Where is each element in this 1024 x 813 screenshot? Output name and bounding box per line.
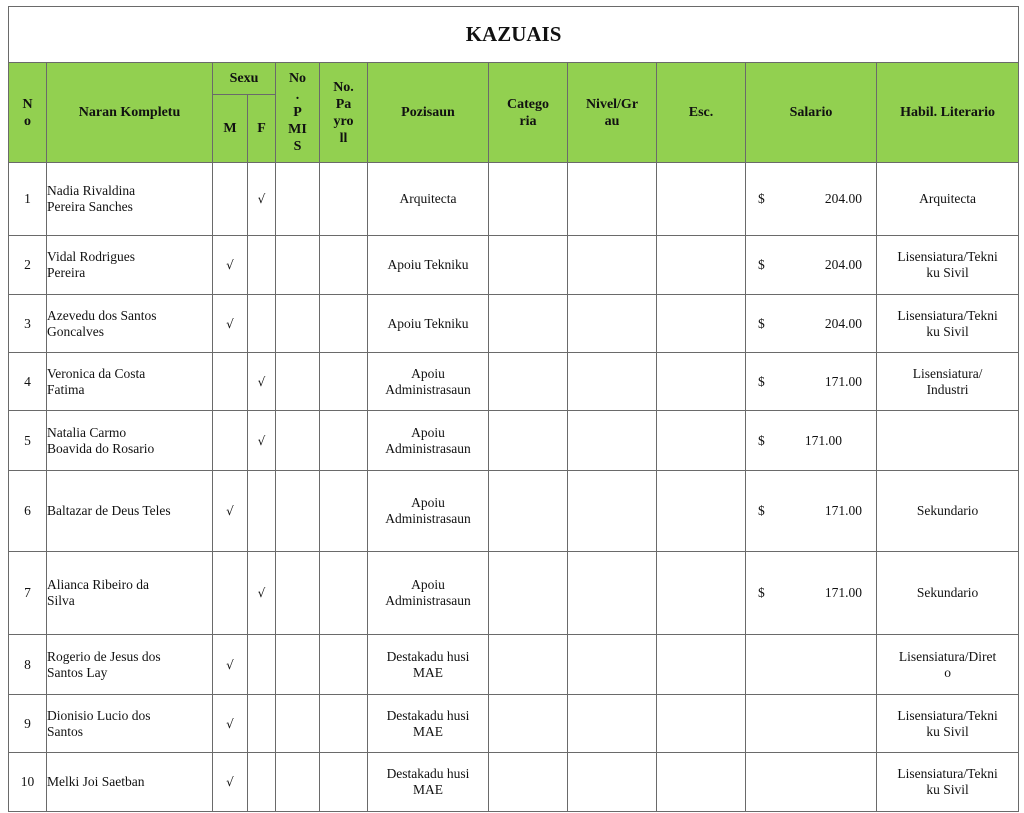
row-sexu-f (248, 635, 276, 695)
row-esc (657, 236, 746, 295)
header-salario: Salario (746, 63, 877, 163)
table-row (9, 163, 1019, 236)
row-no: 5 (9, 411, 47, 471)
row-no-payroll (320, 695, 368, 753)
row-categoria (489, 552, 568, 635)
row-sexu-f (248, 236, 276, 295)
row-habil-literario: Lisensiatura/ Industri (877, 353, 1019, 411)
header-no-payroll: No. Pa yro ll (320, 63, 368, 163)
kazuais-table (8, 6, 1019, 812)
row-categoria (489, 236, 568, 295)
row-esc (657, 695, 746, 753)
row-pozisaun: Destakadu husi MAE (368, 635, 489, 695)
table-title: KAZUAIS (9, 7, 1019, 63)
row-nivel (568, 635, 657, 695)
header-no: N o (9, 63, 47, 163)
row-no-payroll (320, 635, 368, 695)
header-pozisaun: Pozisaun (368, 63, 489, 163)
row-sexu-m: √ (213, 695, 248, 753)
table-row (9, 236, 1019, 295)
row-nivel (568, 163, 657, 236)
currency-symbol: $ (758, 191, 765, 206)
header-no-pmis: No . P MI S (276, 63, 320, 163)
row-no-pmis (276, 295, 320, 353)
row-categoria (489, 753, 568, 812)
row-categoria (489, 411, 568, 471)
row-sexu-f: √ (248, 411, 276, 471)
row-salario (746, 411, 877, 471)
row-habil-literario: Sekundario (877, 471, 1019, 552)
row-naran: Rogerio de Jesus dos Santos Lay (47, 635, 213, 695)
currency-symbol: $ (758, 373, 765, 389)
row-sexu-m: √ (213, 471, 248, 552)
row-categoria (489, 635, 568, 695)
row-sexu-f: √ (248, 552, 276, 635)
row-no: 4 (9, 353, 47, 411)
row-nivel (568, 353, 657, 411)
row-pozisaun: Destakadu husi MAE (368, 695, 489, 753)
table-row (9, 295, 1019, 353)
row-pozisaun: Arquitecta (368, 163, 489, 236)
row-categoria (489, 295, 568, 353)
header-sexu-f: F (248, 95, 276, 163)
row-no-payroll (320, 236, 368, 295)
row-naran: Veronica da Costa Fatima (47, 353, 213, 411)
row-no-payroll (320, 753, 368, 812)
row-sexu-m (213, 411, 248, 471)
row-habil-literario: Sekundario (877, 552, 1019, 635)
currency-symbol: $ (758, 585, 765, 600)
salary-amount: 204.00 (824, 315, 862, 331)
row-no-payroll (320, 295, 368, 353)
row-esc (657, 163, 746, 236)
row-sexu-m (213, 353, 248, 411)
row-esc (657, 635, 746, 695)
row-salario (746, 236, 877, 295)
row-naran: Dionisio Lucio dos Santos (47, 695, 213, 753)
row-no-payroll (320, 471, 368, 552)
row-no-payroll (320, 353, 368, 411)
row-habil-literario (877, 411, 1019, 471)
row-nivel (568, 411, 657, 471)
salary-amount: 204.00 (824, 257, 862, 272)
currency-symbol: $ (758, 503, 765, 518)
currency-symbol: $ (758, 432, 765, 448)
row-sexu-f (248, 295, 276, 353)
row-pozisaun: Apoiu Administrasaun (368, 411, 489, 471)
row-sexu-m: √ (213, 236, 248, 295)
table-row (9, 753, 1019, 812)
row-salario (746, 295, 877, 353)
row-pozisaun: Apoiu Administrasaun (368, 552, 489, 635)
row-habil-literario: Lisensiatura/Tekni ku Sivil (877, 695, 1019, 753)
header-nivel-grau: Nivel/Gr au (568, 63, 657, 163)
row-categoria (489, 695, 568, 753)
header-esc: Esc. (657, 63, 746, 163)
row-sexu-m: √ (213, 635, 248, 695)
row-naran: Natalia Carmo Boavida do Rosario (47, 411, 213, 471)
row-no-pmis (276, 471, 320, 552)
row-pozisaun: Apoiu Tekniku (368, 295, 489, 353)
row-esc (657, 552, 746, 635)
row-esc (657, 411, 746, 471)
currency-symbol: $ (758, 257, 765, 272)
header-sexu-m: M (213, 95, 248, 163)
header-naran-kompletu: Naran Kompletu (47, 63, 213, 163)
row-habil-literario: Lisensiatura/Tekni ku Sivil (877, 295, 1019, 353)
row-naran: Azevedu dos Santos Goncalves (47, 295, 213, 353)
header-categoria: Catego ria (489, 63, 568, 163)
row-naran: Baltazar de Deus Teles (47, 471, 213, 552)
row-no: 10 (9, 753, 47, 812)
row-salario (746, 471, 877, 552)
row-sexu-m: √ (213, 295, 248, 353)
row-pozisaun: Destakadu husi MAE (368, 753, 489, 812)
row-no-pmis (276, 163, 320, 236)
row-no-pmis (276, 635, 320, 695)
row-no: 2 (9, 236, 47, 295)
salary-amount: 204.00 (824, 191, 862, 206)
row-esc (657, 471, 746, 552)
row-nivel (568, 471, 657, 552)
row-habil-literario: Lisensiatura/Diret o (877, 635, 1019, 695)
row-no: 8 (9, 635, 47, 695)
row-no-payroll (320, 411, 368, 471)
row-no-pmis (276, 552, 320, 635)
row-habil-literario: Lisensiatura/Tekni ku Sivil (877, 753, 1019, 812)
row-salario (746, 753, 877, 812)
salary-amount: 171.00 (804, 432, 842, 448)
row-no-pmis (276, 236, 320, 295)
row-no-pmis (276, 411, 320, 471)
row-no-pmis (276, 753, 320, 812)
row-sexu-f (248, 471, 276, 552)
row-sexu-m (213, 163, 248, 236)
currency-symbol: $ (758, 315, 765, 331)
row-habil-literario: Arquitecta (877, 163, 1019, 236)
row-nivel (568, 695, 657, 753)
row-sexu-f (248, 753, 276, 812)
row-habil-literario: Lisensiatura/Tekni ku Sivil (877, 236, 1019, 295)
row-pozisaun: Apoiu Administrasaun (368, 353, 489, 411)
row-nivel (568, 236, 657, 295)
row-categoria (489, 353, 568, 411)
row-salario (746, 695, 877, 753)
row-no: 6 (9, 471, 47, 552)
table-row (9, 552, 1019, 635)
row-esc (657, 295, 746, 353)
row-no: 3 (9, 295, 47, 353)
row-pozisaun: Apoiu Administrasaun (368, 471, 489, 552)
table-row (9, 695, 1019, 753)
row-pozisaun: Apoiu Tekniku (368, 236, 489, 295)
row-nivel (568, 753, 657, 812)
header-sexu: Sexu (213, 63, 276, 95)
row-no-payroll (320, 163, 368, 236)
table-row (9, 353, 1019, 411)
row-sexu-m: √ (213, 753, 248, 812)
table-row (9, 411, 1019, 471)
row-no: 7 (9, 552, 47, 635)
row-salario (746, 163, 877, 236)
row-sexu-f (248, 695, 276, 753)
row-no: 9 (9, 695, 47, 753)
row-salario (746, 353, 877, 411)
row-sexu-f: √ (248, 163, 276, 236)
row-categoria (489, 163, 568, 236)
row-esc (657, 353, 746, 411)
row-no: 1 (9, 163, 47, 236)
row-no-pmis (276, 695, 320, 753)
row-sexu-f: √ (248, 353, 276, 411)
row-no-pmis (276, 353, 320, 411)
header-habil-literario: Habil. Literario (877, 63, 1019, 163)
row-categoria (489, 471, 568, 552)
row-naran: Melki Joi Saetban (47, 753, 213, 812)
row-sexu-m (213, 552, 248, 635)
table-row (9, 471, 1019, 552)
row-naran: Nadia Rivaldina Pereira Sanches (47, 163, 213, 236)
row-nivel (568, 552, 657, 635)
row-salario (746, 635, 877, 695)
salary-amount: 171.00 (824, 585, 862, 600)
row-salario (746, 552, 877, 635)
row-nivel (568, 295, 657, 353)
table-row (9, 635, 1019, 695)
row-naran: Alianca Ribeiro da Silva (47, 552, 213, 635)
salary-amount: 171.00 (824, 503, 862, 518)
row-esc (657, 753, 746, 812)
salary-amount: 171.00 (824, 373, 862, 389)
row-naran: Vidal Rodrigues Pereira (47, 236, 213, 295)
row-no-payroll (320, 552, 368, 635)
